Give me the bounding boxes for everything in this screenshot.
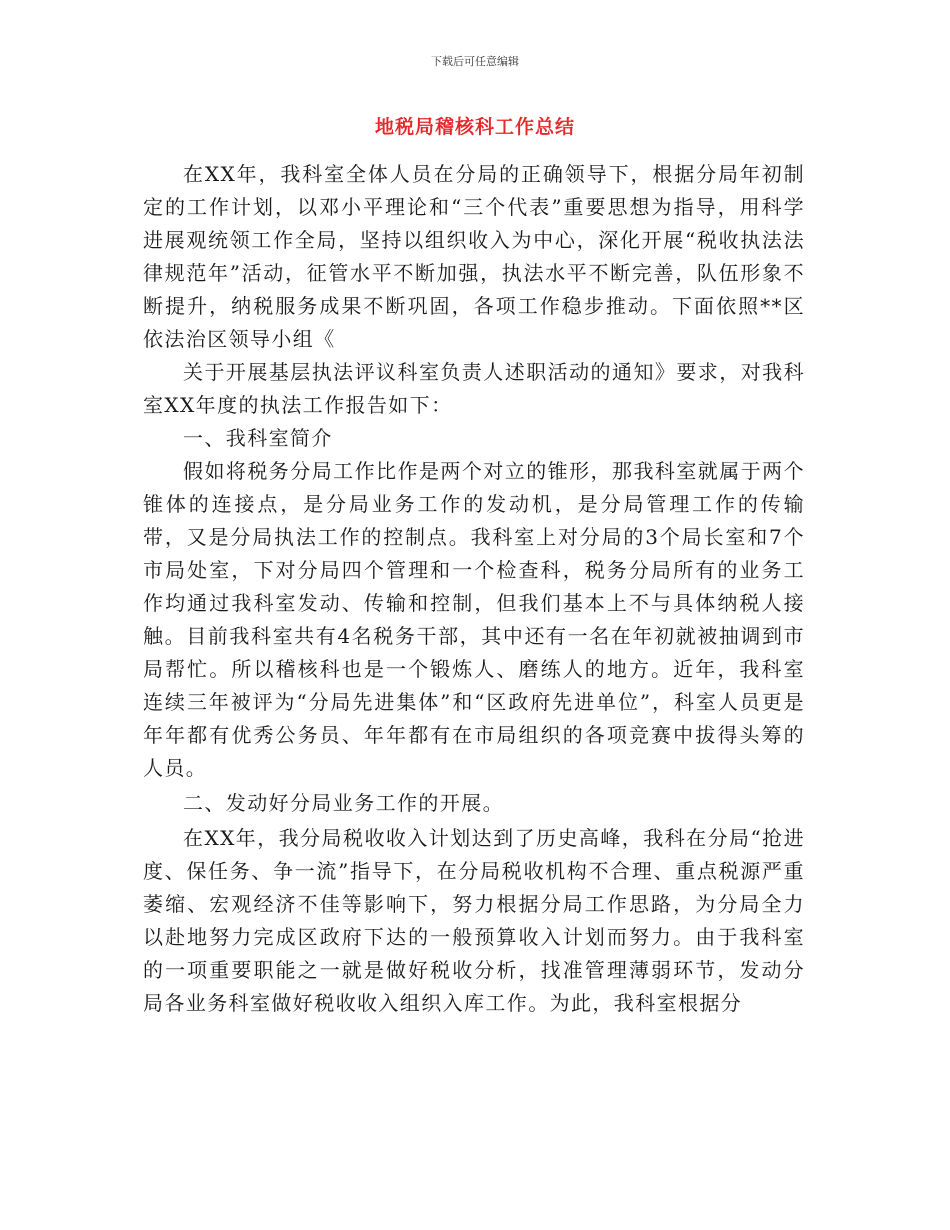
document-body (143, 158, 805, 1020)
document-title: 地税局稽核科工作总结 (374, 116, 575, 138)
section-heading-1: 一、我科室简介 (183, 426, 333, 450)
header-note: 下载后可任意编辑 (431, 55, 519, 68)
paragraph-section-1: 假如将税务分局工作比作是两个对立的锥形，那我科室就属于两个锥体的连接点，是分局业务工作的发动机，是分局管理工作的传输带，又是分局执法工作的控制点。我科室上对分局的3个局长室和7个市局处室，下对分局四个管理和一个检查科，税务分局所有的业务工作均通过我科室发动、传输和控制，但我们基本上不与具体纳税人接触。目前我科室共有4名税务干部，其中还有一名在年初就被抽调到市局帮忙。所以稽核科也是一个锻炼人、磨练人的地方。近年，我科室连续三年被评为“分局先进集体”和“区政府先进单位”，科室人员更是年年都有优秀公务员、年年都有在市局组织的各项竞赛中拔得头筹的人员。 (143, 459, 805, 780)
section-heading-2: 二、发动好分局业务工作的开展。 (183, 791, 504, 815)
paragraph-notice: 关于开展基层执法评议科室负责人述职活动的通知》要求，对我科室XX年度的执法工作报告如下： (143, 360, 805, 417)
paragraph-intro: 在XX年，我科室全体人员在分局的正确领导下，根据分局年初制定的工作计划，以邓小平理论和“三个代表”重要思想为指导，用科学进展观统领工作全局，坚持以组织收入为中心，深化开展“税收执法法律规范年”活动，征管水平不断加强，执法水平不断完善，队伍形象不断提升，纳税服务成果不断巩固，各项工作稳步推动。下面依照**区依法治区领导小组《 (143, 162, 805, 351)
paragraph-section-2: 在XX年，我分局税收收入计划达到了历史高峰，我科在分局“抢进度、保任务、争一流”指导下，在分局税收机构不合理、重点税源严重萎缩、宏观经济不佳等影响下，努力根据分局工作思路，为分局全力以赴地努力完成区政府下达的一般预算收入计划而努力。由于我科室的一项重要职能之一就是做好税收分析，找准管理薄弱环节，发动分局各业务科室做好税收收入组织入库工作。为此，我科室根据分 (143, 826, 805, 1015)
